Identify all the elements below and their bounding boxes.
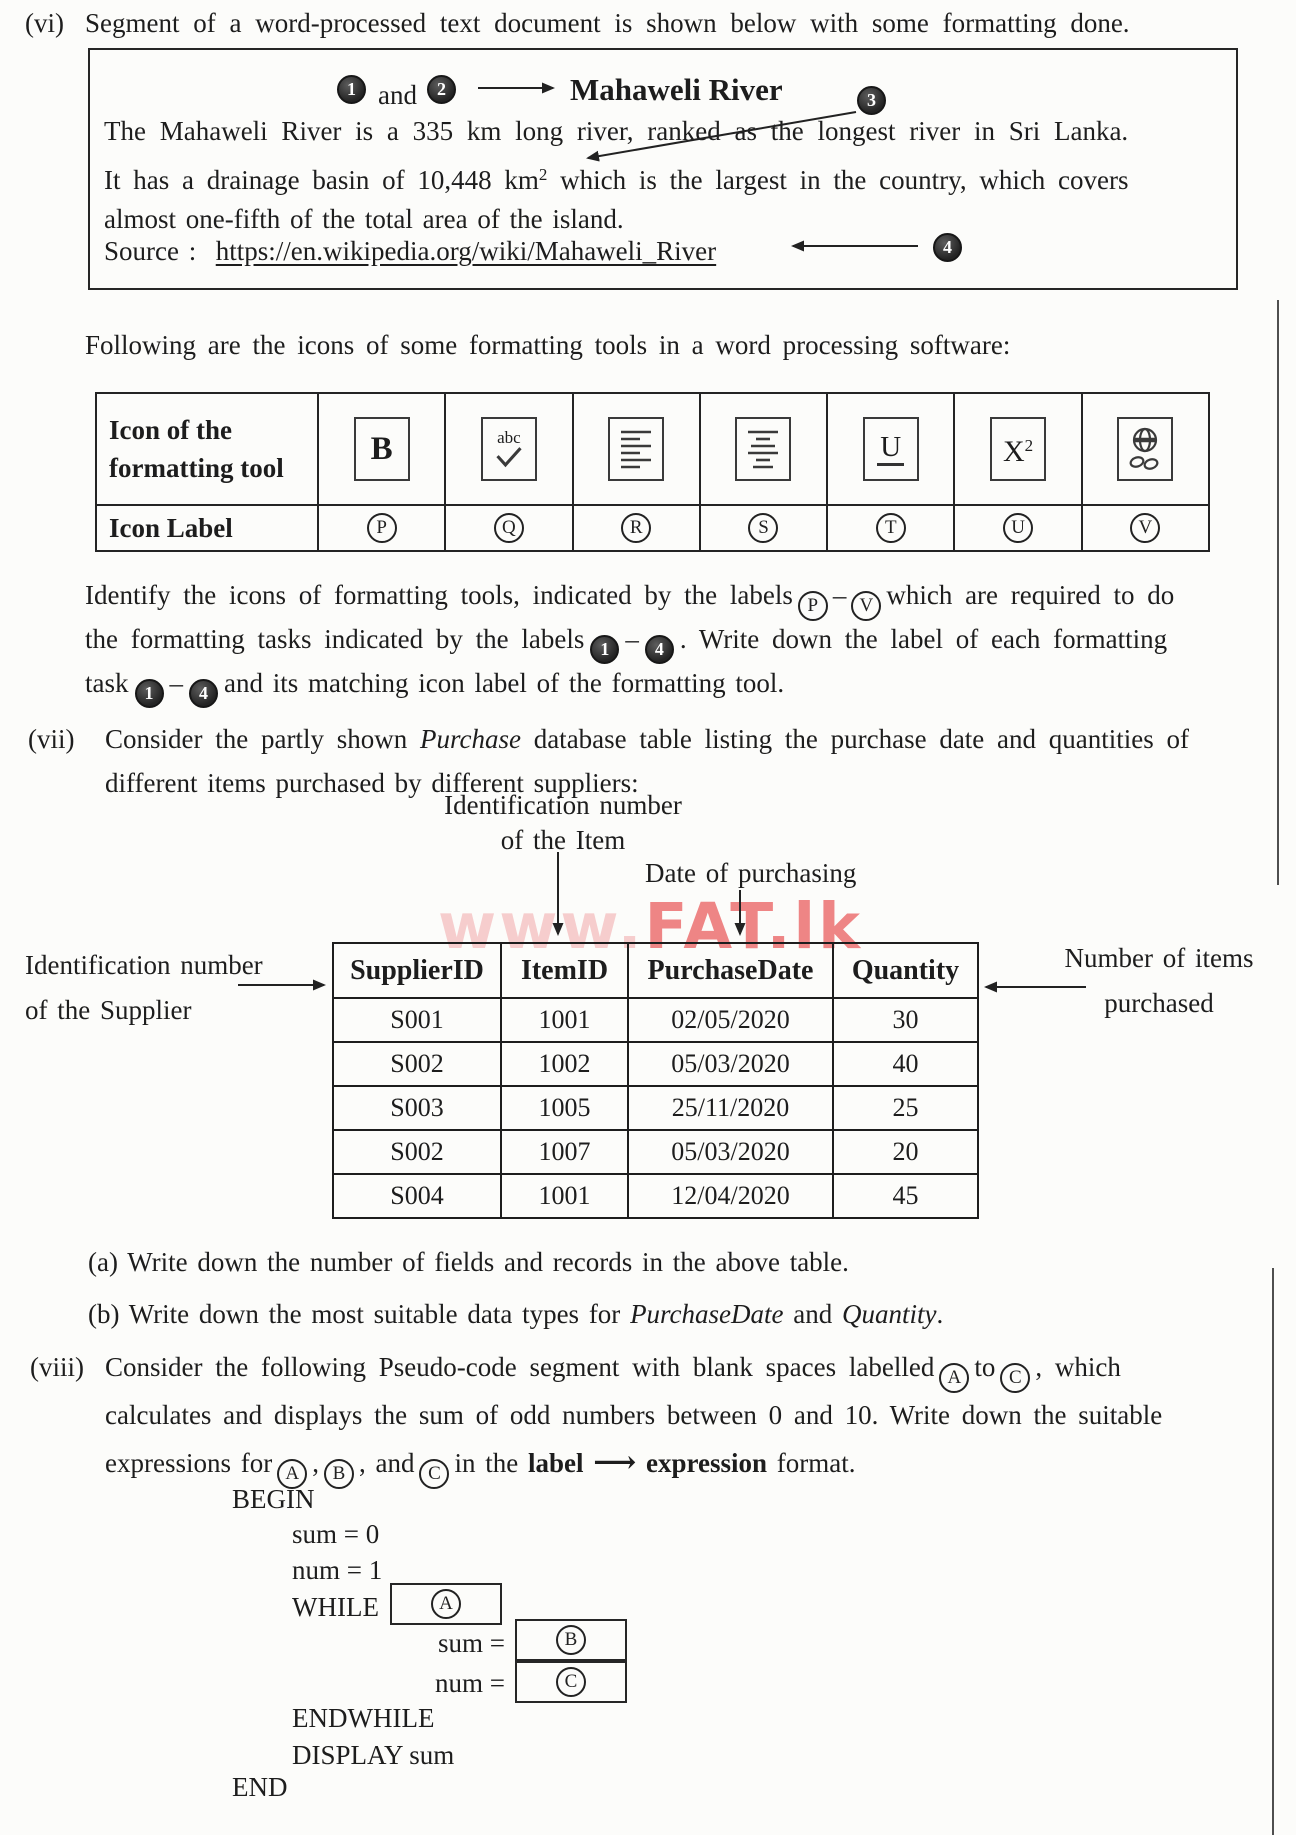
table-cell: 20 bbox=[832, 1129, 977, 1173]
spelling-tool-cell bbox=[444, 394, 571, 504]
icon-label-P: P bbox=[317, 504, 444, 550]
circled-B-blank: B bbox=[556, 1625, 586, 1655]
icon-label-S: S bbox=[699, 504, 826, 550]
word-document-box bbox=[88, 48, 1238, 290]
line2-text-b: which is the largest in the country, which covers bbox=[560, 165, 1129, 195]
bold-tool-cell bbox=[317, 394, 444, 504]
annotation-quantity: Number of items purchased bbox=[1064, 943, 1254, 1018]
table-cell: 1007 bbox=[500, 1129, 627, 1173]
table-cell: S004 bbox=[334, 1173, 500, 1217]
blank-box-A bbox=[390, 1583, 502, 1625]
task-label-and: and bbox=[378, 80, 417, 110]
table-cell: 45 bbox=[832, 1173, 977, 1217]
table-cell: 25/11/2020 bbox=[627, 1085, 832, 1129]
table-cell: 25 bbox=[832, 1085, 977, 1129]
icon-label-U: U bbox=[953, 504, 1080, 550]
hyperlink-tool-cell bbox=[1081, 394, 1208, 504]
task-label-1: 1 bbox=[337, 75, 366, 104]
table-cell: 05/03/2020 bbox=[627, 1129, 832, 1173]
col-header-supplierid: SupplierID bbox=[350, 954, 484, 986]
q7b-line: (b) Write down the most suitable data types for PurchaseDate and Quantity. bbox=[88, 1299, 944, 1329]
q7-number: (vii) bbox=[28, 724, 75, 754]
squared-superscript: 2 bbox=[538, 165, 548, 184]
purchase-table-name: Purchase bbox=[419, 724, 521, 754]
code-num-init: num = 1 bbox=[292, 1555, 383, 1585]
code-endwhile: ENDWHILE bbox=[292, 1703, 435, 1733]
circled-B: B bbox=[324, 1459, 354, 1489]
table-cell: 12/04/2020 bbox=[627, 1173, 832, 1217]
field-quantity: Quantity bbox=[842, 1299, 937, 1329]
q6-task-line2: the formatting tasks indicated by the labels 1 – 4 . Write down the label of each formatting bbox=[85, 622, 1167, 664]
table-cell: S002 bbox=[334, 1129, 500, 1173]
circled-V: V bbox=[851, 591, 881, 621]
table-cell: 1002 bbox=[500, 1041, 627, 1085]
icon-row-header: Icon of the formatting tool bbox=[109, 415, 284, 483]
circled-P: P bbox=[798, 591, 828, 621]
field-purchasedate: PurchaseDate bbox=[630, 1299, 784, 1329]
spelling-check-icon: abc bbox=[481, 417, 537, 481]
q8-line1: Consider the following Pseudo-code segment with blank spaces labelled A to C , which bbox=[105, 1350, 1121, 1393]
task-label-2: 2 bbox=[427, 75, 456, 104]
formatting-tools-table bbox=[95, 392, 1210, 552]
code-num-assign: num = bbox=[435, 1668, 505, 1698]
code-display: DISPLAY sum bbox=[292, 1740, 455, 1770]
q8-number: (viii) bbox=[30, 1352, 84, 1382]
task-label-4: 4 bbox=[933, 233, 962, 262]
code-sum-assign: sum = bbox=[438, 1628, 505, 1658]
annotation-supplier-id: Identification number of the Supplier bbox=[25, 950, 263, 1025]
code-end: END bbox=[232, 1772, 288, 1802]
align-left-tool-cell bbox=[572, 394, 699, 504]
icon-label-V: V bbox=[1081, 504, 1208, 550]
align-left-icon bbox=[608, 417, 664, 481]
col-header-itemid: ItemID bbox=[500, 944, 627, 997]
hyperlink-globe-icon bbox=[1117, 417, 1173, 481]
table-cell: 1001 bbox=[500, 1173, 627, 1217]
circled-1b: 1 bbox=[135, 679, 164, 708]
table-cell: 02/05/2020 bbox=[627, 997, 832, 1041]
blank-box-B bbox=[515, 1619, 627, 1661]
underline-tool-cell bbox=[826, 394, 953, 504]
circled-A: A bbox=[939, 1363, 969, 1393]
col-header-quantity: Quantity bbox=[832, 944, 977, 997]
q6-number: (vi) bbox=[25, 8, 64, 38]
scan-border-line-bottom bbox=[1272, 1268, 1274, 1835]
bold-icon: B bbox=[354, 417, 410, 481]
code-while: WHILE bbox=[292, 1592, 379, 1622]
doc-paragraph-line3: almost one-fifth of the total area of the island. bbox=[104, 204, 624, 234]
bold-arrow: ⟶ bbox=[593, 1446, 637, 1479]
source-label: Source : bbox=[104, 236, 197, 266]
task-label-3: 3 bbox=[857, 86, 886, 115]
scan-border-line-top bbox=[1277, 300, 1279, 885]
doc-paragraph-line2 bbox=[104, 158, 1129, 197]
table-cell: S002 bbox=[334, 1041, 500, 1085]
doc-source-line bbox=[104, 234, 716, 268]
q7-line1: Consider the partly shown Purchase database table listing the purchase date and quantities of bbox=[105, 724, 1189, 754]
annotation-item-id: Identification number of the Item bbox=[444, 790, 682, 855]
source-url: https://en.wikipedia.org/wiki/Mahaweli_River bbox=[215, 236, 717, 266]
superscript-tool-cell bbox=[953, 394, 1080, 504]
circled-4b: 4 bbox=[189, 679, 218, 708]
q8-line2: calculates and displays the sum of odd numbers between 0 and 10. Write down the suitable bbox=[105, 1400, 1163, 1430]
circled-C: C bbox=[1000, 1363, 1030, 1393]
circled-4: 4 bbox=[645, 635, 674, 664]
table-cell: 05/03/2020 bbox=[627, 1041, 832, 1085]
check-mark bbox=[494, 445, 524, 469]
watermark-light: www. bbox=[438, 890, 645, 963]
table-cell: 1001 bbox=[500, 997, 627, 1041]
purchase-table bbox=[332, 942, 979, 1219]
circled-A2: A bbox=[277, 1459, 307, 1489]
watermark-strong: FAT.lk bbox=[644, 890, 864, 963]
q6-task-line1: Identify the icons of formatting tools, indicated by the labels P – V which are required to do bbox=[85, 578, 1174, 621]
code-sum-init: sum = 0 bbox=[292, 1519, 380, 1549]
bold-expression-word: expression bbox=[645, 1448, 767, 1478]
icons-intro: Following are the icons of some formatting tools in a word processing software: bbox=[85, 330, 1011, 360]
doc-paragraph-line1: The Mahaweli River is a 335 km long river, ranked as the longest river in Sri Lanka. bbox=[104, 116, 1129, 146]
q6-task-line3: task 1 – 4 and its matching icon label of the formatting tool. bbox=[85, 666, 784, 708]
q7a-number: (a) bbox=[88, 1247, 118, 1277]
q8-line3: expressions for A , B , and C in the label ⟶ expression format. bbox=[105, 1446, 855, 1489]
table-cell: 1005 bbox=[500, 1085, 627, 1129]
code-begin: BEGIN bbox=[232, 1484, 315, 1514]
icon-label-R: R bbox=[572, 504, 699, 550]
table-cell: S003 bbox=[334, 1085, 500, 1129]
table-cell: S001 bbox=[334, 997, 500, 1041]
document-title: Mahaweli River bbox=[570, 72, 783, 107]
circled-C2: C bbox=[419, 1459, 449, 1489]
line2-text-a: It has a drainage basin of 10,448 km bbox=[104, 165, 539, 195]
q6-intro: Segment of a word-processed text document is shown below with some formatting done. bbox=[85, 8, 1130, 38]
q7a-line: (a) Write down the number of fields and records in the above table. bbox=[88, 1247, 849, 1277]
table-cell: 40 bbox=[832, 1041, 977, 1085]
label-row-header: Icon Label bbox=[97, 504, 317, 550]
blank-box-C bbox=[515, 1661, 627, 1703]
q7b-number: (b) bbox=[88, 1299, 120, 1329]
superscript-icon: $X^2$ bbox=[990, 417, 1046, 481]
table-cell: 30 bbox=[832, 997, 977, 1041]
icon-label-T: T bbox=[826, 504, 953, 550]
q7-line2: different items purchased by different suppliers: bbox=[105, 768, 639, 798]
annotation-purchase-date: Date of purchasing bbox=[645, 858, 857, 888]
circled-A-blank: A bbox=[431, 1589, 461, 1619]
circled-C-blank: C bbox=[556, 1667, 586, 1697]
align-center-tool-cell bbox=[699, 394, 826, 504]
circled-1: 1 bbox=[590, 635, 619, 664]
align-center-icon bbox=[735, 417, 791, 481]
underline-icon: U bbox=[863, 417, 919, 481]
bold-label-word: label bbox=[527, 1448, 584, 1478]
icon-label-Q: Q bbox=[444, 504, 571, 550]
col-header-purchasedate: PurchaseDate bbox=[627, 944, 832, 997]
